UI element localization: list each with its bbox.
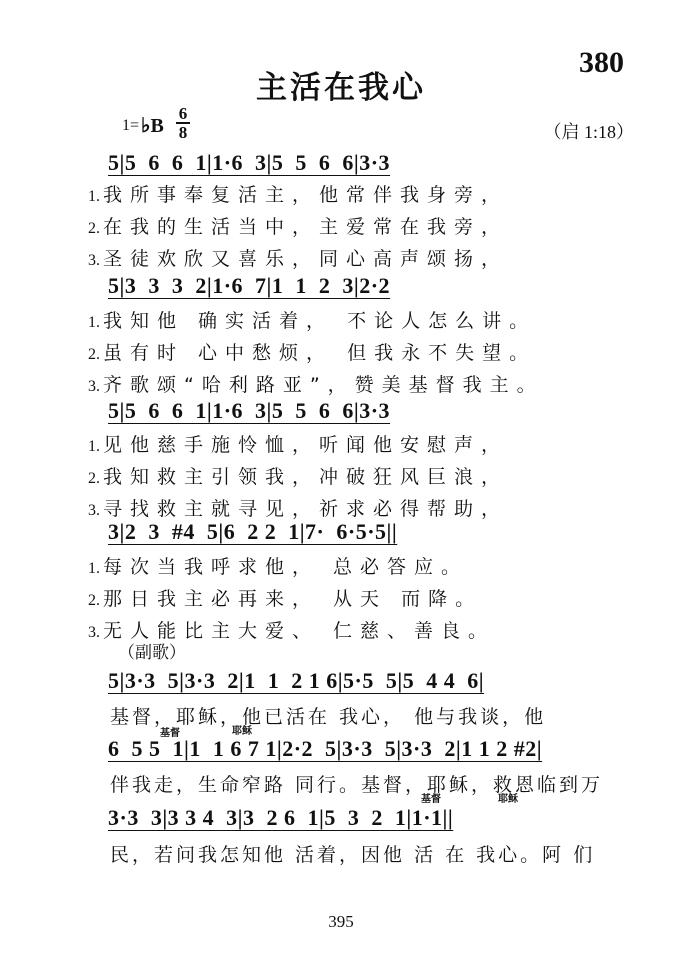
chorus-lyric-line: 民，若问我怎知他 活着，因他 活 在 我心。阿 们	[110, 844, 596, 866]
chorus-lyric-line: 伴我走，生命窄路 同行。基督，耶稣，救恩临到万	[110, 774, 604, 796]
lyric-line: 3. 寻找救主就寻见，祈求必得帮助，	[88, 498, 509, 520]
chorus-label: （副歌）	[118, 643, 186, 663]
lyric-line: 3. 圣徒欢欣又喜乐，同心高声颂扬，	[88, 248, 509, 270]
annotation-label: 耶稣	[232, 726, 252, 737]
lyric-line: 2. 那日我主必再来， 从天 而降。	[88, 588, 483, 610]
notation-line: 5|5 6 6 1|1·6 3|5 5 6 6|3·3	[108, 398, 391, 423]
annotation-label: 基督	[160, 728, 180, 739]
notation-line: 5|5 6 6 1|1·6 3|5 5 6 6|3·3	[108, 150, 391, 175]
lyric-line: 3. 无人能比主大爱、 仁慈、善良。	[88, 620, 496, 642]
notation-line: 3|2 3 #4 5|6 2 2 1|7· 6·5·5||	[108, 519, 398, 544]
lyric-line: 1. 我知他 确实活着， 不论人怎么讲。	[88, 310, 537, 332]
chorus-notation-line: 5|3·3 5|3·3 2|1 1 2 1 6|5·5 5|5 4 4 6|	[108, 668, 485, 693]
lyric-line: 1. 每次当我呼求他， 总必答应。	[88, 556, 469, 578]
time-signature	[176, 106, 190, 140]
chorus-notation-line: 6 5 5 1|1 1 6 7 1|2·2 5|3·3 5|3·3 2|1 1 2 #2|	[108, 736, 543, 761]
hymn-title: 主活在我心	[256, 70, 426, 106]
lyric-line: 3. 齐歌颂“哈利路亚”，赞美基督我主。	[88, 374, 544, 396]
lyric-line: 2. 在我的生活当中，主爱常在我旁，	[88, 216, 509, 238]
notation-line: 5|3 3 3 2|1·6 7|1 1 2 3|2·2	[108, 273, 391, 298]
key-note: ♭B	[141, 115, 164, 137]
annotation-label: 基督	[421, 794, 441, 805]
chorus-lyric-line: 基督，耶稣，他已活在 我心， 他与我谈，他	[110, 706, 547, 728]
chorus-notation-line: 3·3 3|3 3 4 3|3 2 6 1|5 3 2 1|1·1||	[108, 805, 454, 830]
scripture-reference: （启 1:18）	[543, 122, 634, 142]
key-signature	[122, 113, 164, 138]
key-prefix: 1=	[122, 116, 140, 134]
lyric-line: 1. 见他慈手施怜恤，听闻他安慰声，	[88, 434, 509, 456]
page-number: 395	[328, 912, 354, 931]
time-bottom: 8	[178, 123, 188, 142]
time-top: 6	[178, 104, 188, 123]
lyric-line: 1. 我所事奉复活主，他常伴我身旁，	[88, 184, 509, 206]
lyric-line: 2. 我知救主引领我，冲破狂风巨浪，	[88, 466, 509, 488]
hymn-number: 380	[579, 46, 624, 79]
annotation-label: 耶稣	[498, 794, 518, 805]
lyric-line: 2. 虽有时 心中愁烦， 但我永不失望。	[88, 342, 537, 364]
